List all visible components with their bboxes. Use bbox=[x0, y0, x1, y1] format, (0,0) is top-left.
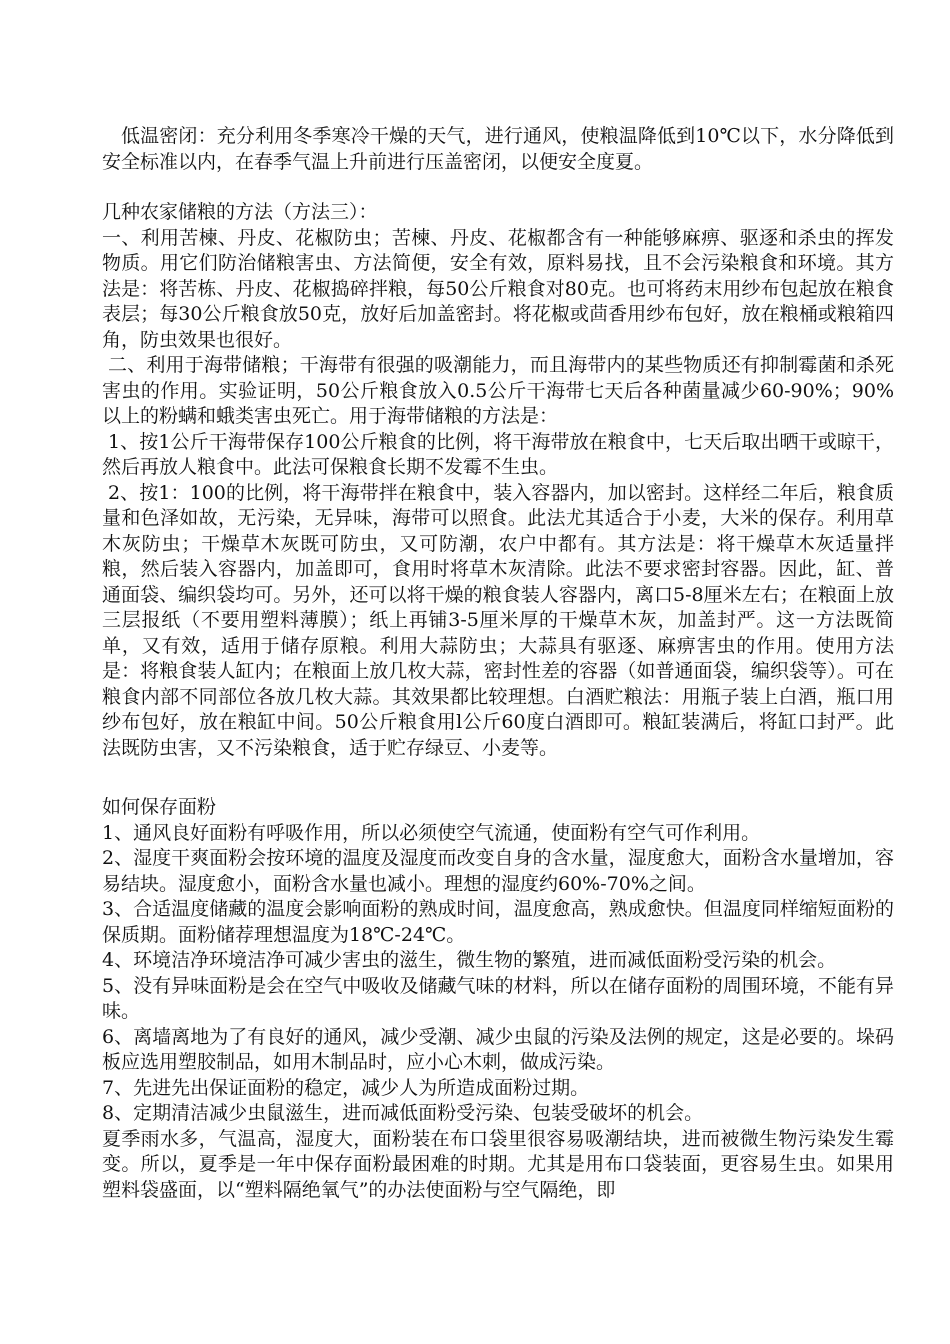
flour-item: 8、定期清洁减少虫鼠滋生，进而减低面粉受污染、包装受破坏的机会。 bbox=[102, 1102, 704, 1124]
storage-methods-section bbox=[102, 200, 894, 761]
storage-method-paragraph-4: 2、按1：100的比例，将干海带拌在粮食中，装入容器内，加以密封。这样经二年后，粮食质量和色泽如故，无污染，无异味，海带可以照食。此法尤其适合于小麦，大米的保存。利用草木灰防虫；干燥草木灰既可防虫，又可防潮，农户中都有。其方法是：将干燥草木灰适量拌粮，然后装入容器内，加盖即可，食用时将草木灰清除。此法不要求密封容器。因此，缸、普通面袋、编织袋均可。另外，还可以将干燥的粮食装人容器内，离口5-8厘米左右；在粮面上放三层报纸（不要用塑料薄膜）；纸上再铺3-5厘米厚的干燥草木灰，加盖封严。这一方法既简单，又有效，适用于储存原粮。利用大蒜防虫；大蒜具有驱逐、麻痹害虫的作用。使用方法是：将粮食装人缸内；在粮面上放几枚大蒜，密封性差的容器（如普通面袋，编织袋等）。可在粮食内部不同部位各放几枚大蒜。其效果都比较理想。白酒贮粮法：用瓶子装上白酒，瓶口用纱布包好，放在粮缸中间。50公斤粮食用l公斤60度白酒即可。粮缸装满后，将缸口封严。此法既防虫害，又不污染粮食，适于贮存绿豆、小麦等。 bbox=[102, 481, 894, 759]
intro-section bbox=[102, 124, 894, 175]
flour-item: 4、环境洁净环境洁净可减少害虫的滋生，微生物的繁殖，进而减低面粉受污染的机会。 bbox=[102, 949, 837, 971]
flour-item: 3、合适温度储藏的温度会影响面粉的熟成时间，温度愈高，熟成愈快。但温度同样缩短面粉的保质期。面粉储荐理想温度为18℃-24℃。 bbox=[102, 898, 894, 946]
storage-methods-title: 几种农家储粮的方法（方法三）： bbox=[102, 201, 378, 223]
storage-method-paragraph-1: 一、利用苦楝、丹皮、花椒防虫；苦楝、丹皮、花椒都含有一种能够麻痹、驱逐和杀虫的挥发物质。用它们防治储粮害虫、方法简便，安全有效，原料易找，且不会污染粮食和环境。其方法是：将苦栋、丹皮、花椒捣碎拌粮，每50公斤粮食对80克。也可将药末用纱布包起放在粮食表层；每30公斤粮食放50克，放好后加盖密封。将花椒或茴香用纱布包好，放在粮桶或粮箱四角，防虫效果也很好。 bbox=[102, 226, 894, 351]
flour-item: 5、没有异味面粉是会在空气中吸收及储藏气味的材料，所以在储存面粉的周围环境，不能有异味。 bbox=[102, 974, 894, 1022]
flour-section-title: 如何保存面粉 bbox=[102, 796, 217, 818]
flour-item: 7、先进先出保证面粉的稳定，减少人为所造成面粉过期。 bbox=[102, 1076, 590, 1099]
flour-item: 6、离墙离地为了有良好的通风，减少受潮、减少虫鼠的污染及法例的规定，这是必要的。垛码板应选用塑胶制品，如用木制品时，应小心木刺，做成污染。 bbox=[102, 1025, 894, 1073]
flour-summary-paragraph: 夏季雨水多，气温高，湿度大，面粉装在布口袋里很容易吸潮结块，进而被微生物污染发生霉变。所以，夏季是一年中保存面粉最困难的时期。尤其是用布口袋装面，更容易生虫。如果用塑料袋盛面，以“塑料隔绝氧气”的办法使面粉与空气隔绝，即 bbox=[102, 1127, 894, 1201]
flour-item: 2、湿度干爽面粉会按环境的温度及湿度而改变自身的含水量，湿度愈大，面粉含水量增加，容易结块。湿度愈小，面粉含水量也减小。理想的湿度约60%-70%之间。 bbox=[102, 847, 894, 895]
storage-method-paragraph-2: 二、利用于海带储粮；干海带有很强的吸潮能力，而且海带内的某些物质还有抑制霉菌和杀死害虫的作用。实验证明，50公斤粮食放入0.5公斤干海带七天后各种菌量减少60-90%；90%以上的粉螨和蛾类害虫死亡。用于海带储粮的方法是： bbox=[102, 354, 894, 427]
flour-storage-section bbox=[102, 795, 894, 1203]
flour-item: 1、通风良好面粉有呼吸作用，所以必须使空气流通，使面粉有空气可作利用。 bbox=[102, 821, 761, 844]
storage-method-paragraph-3: 1、按1公斤干海带保存100公斤粮食的比例，将干海带放在粮食中，七天后取出晒干或晾干，然后再放人粮食中。此法可保粮食长期不发霉不生虫。 bbox=[102, 430, 894, 478]
intro-paragraph: 低温密闭：充分利用冬季寒冷干燥的天气，进行通风，使粮温降低到10℃以下，水分降低到安全标准以内，在春季气温上升前进行压盖密闭，以便安全度夏。 bbox=[102, 125, 894, 173]
